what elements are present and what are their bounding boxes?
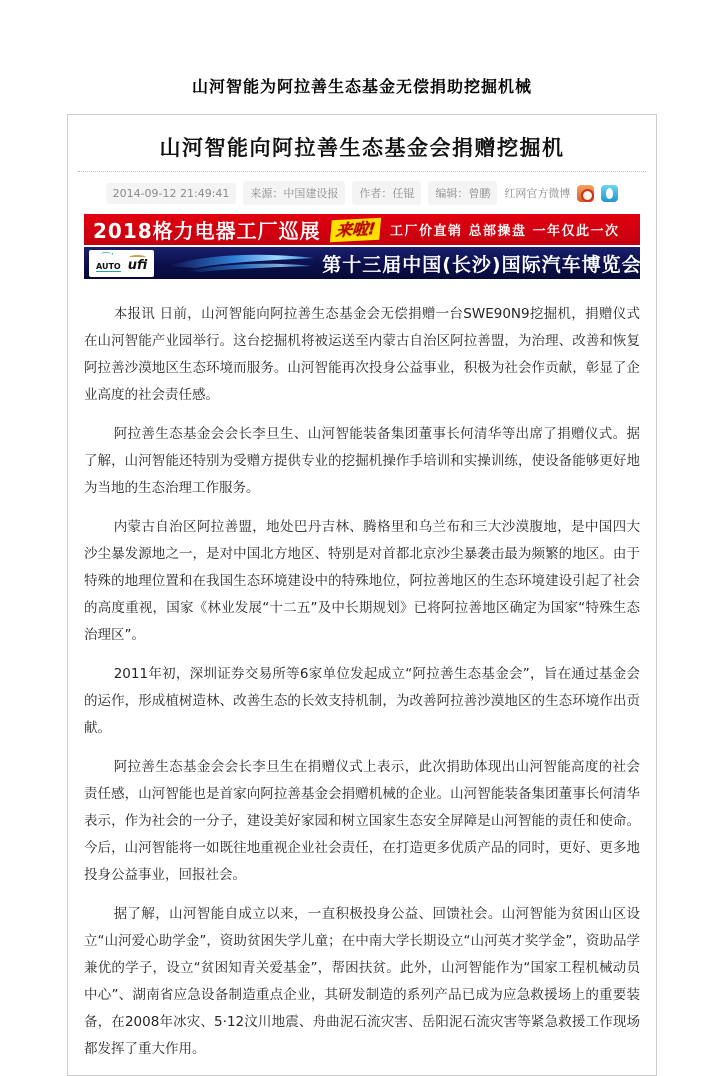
paragraph-6: 据了解，山河智能自成立以来，一直积极投身公益、回馈社会。山河智能为贫困山区设立“山河爱心助学金”，资助贫困失学儿童；在中南大学长期设立“山河英才奖学金”，资助品学兼优的学子，设立“贫困知青关爱基金”，帮困扶贫。此外，山河智能作为“国家工程机械动员中心”、湖南省应急设备制造重点企业，其研发制造的系列产品已成为应急救援场上的重要装备，在2008年冰灾、5·12汶川地震、舟曲泥石流灾害、岳阳泥石流灾害等紧急救援工作现场都发挥了重大作用。	[84, 906, 640, 1057]
paragraph-1: 本报讯 日前，山河智能向阿拉善生态基金会无偿捐赠一台SWE90N9挖掘机，捐赠仪式在山河智能产业园举行。这台挖掘机将被运送至内蒙古自治区阿拉善盟，为治理、改善和恢复阿拉善沙漠地区生态环境而服务。山河智能再次投身公益事业，积极为社会作贡献，彰显了企业高度的社会责任感。	[84, 306, 640, 403]
sina-weibo-icon[interactable]	[577, 185, 594, 202]
meta-source: 来源：中国建设报	[243, 181, 345, 205]
paragraph-5: 阿拉善生态基金会会长李旦生在捐赠仪式上表示，此次捐助体现出山河智能高度的社会责任感，山河智能也是首家向阿拉善基金会捐赠机械的企业。山河智能装备集团董事长何清华表示，作为社会的一分子，建设美好家园和树立国家生态安全屏障是山河智能的责任和使命。今后，山河智能将一如既往地重视企业社会责任，在打造更多优质产品的同时，更好、更多地投身公益事业，回报社会。	[84, 759, 640, 883]
paragraph-4: 2011年初，深圳证券交易所等6家单位发起成立“阿拉善生态基金会”，旨在通过基金会的运作，形成植树造林、改善生态的长效支持机制，为改善阿拉善沙漠地区的生态环境作出贡献。	[84, 666, 640, 736]
gree-ad-banner[interactable]	[84, 214, 640, 245]
article-title: 山河智能向阿拉善生态基金会捐赠挖掘机	[159, 136, 565, 160]
gree-ad-tagline: 工厂价直销 总部操盘 一年仅此一次	[389, 224, 620, 239]
expo-ad-title: 第十三届中国(长沙)国际汽车博览会	[322, 253, 642, 276]
page-title: 山河智能为阿拉善生态基金无偿捐助挖掘机械	[191, 77, 532, 96]
article-body	[84, 301, 640, 1063]
paragraph-3: 内蒙古自治区阿拉善盟，地处巴丹吉林、腾格里和乌兰布和三大沙漠腹地，是中国四大沙尘暴发源地之一，是对中国北方地区、特别是对首都北京沙尘暴袭击最为频繁的地区。由于特殊的地理位置和在我国生态环境建设中的特殊地位，阿拉善地区的生态环境建设引起了社会的高度重视，国家《林业发展“十二五”及中长期规划》已将阿拉善地区确定为国家“特殊生态治理区”。	[84, 519, 640, 643]
gree-ad-badge: 来啦!	[330, 217, 382, 242]
auto-logo	[96, 252, 121, 272]
paragraph-2: 阿拉善生态基金会会长李旦生、山河智能装备集团董事长何清华等出席了捐赠仪式。据了解，山河智能还特别为受赠方提供专业的挖掘机操作手培训和实操训练，使设备能够更好地为当地的生态治理工作服务。	[84, 426, 640, 496]
auto-expo-ad-banner[interactable]	[84, 247, 640, 279]
meta-datetime: 2014-09-12 21:49:41	[106, 183, 237, 204]
car-swoosh-graphic	[166, 250, 316, 276]
article-container	[67, 114, 657, 1076]
expo-logo-box	[89, 250, 154, 277]
article-meta	[84, 181, 640, 205]
meta-editor: 编辑：曾鹏	[428, 181, 497, 205]
tencent-weibo-icon[interactable]	[601, 185, 618, 202]
gree-ad-title: 2018格力电器工厂巡展	[93, 219, 321, 243]
ufi-logo: ufi	[128, 255, 148, 272]
auto-logo-label: AUTO	[96, 261, 121, 271]
dotted-divider	[78, 171, 646, 172]
car-sketch-icon: ⁀᾽	[101, 252, 115, 264]
meta-author: 作者：任锟	[352, 181, 421, 205]
official-weibo-link[interactable]: 红网官方微博	[504, 187, 571, 200]
